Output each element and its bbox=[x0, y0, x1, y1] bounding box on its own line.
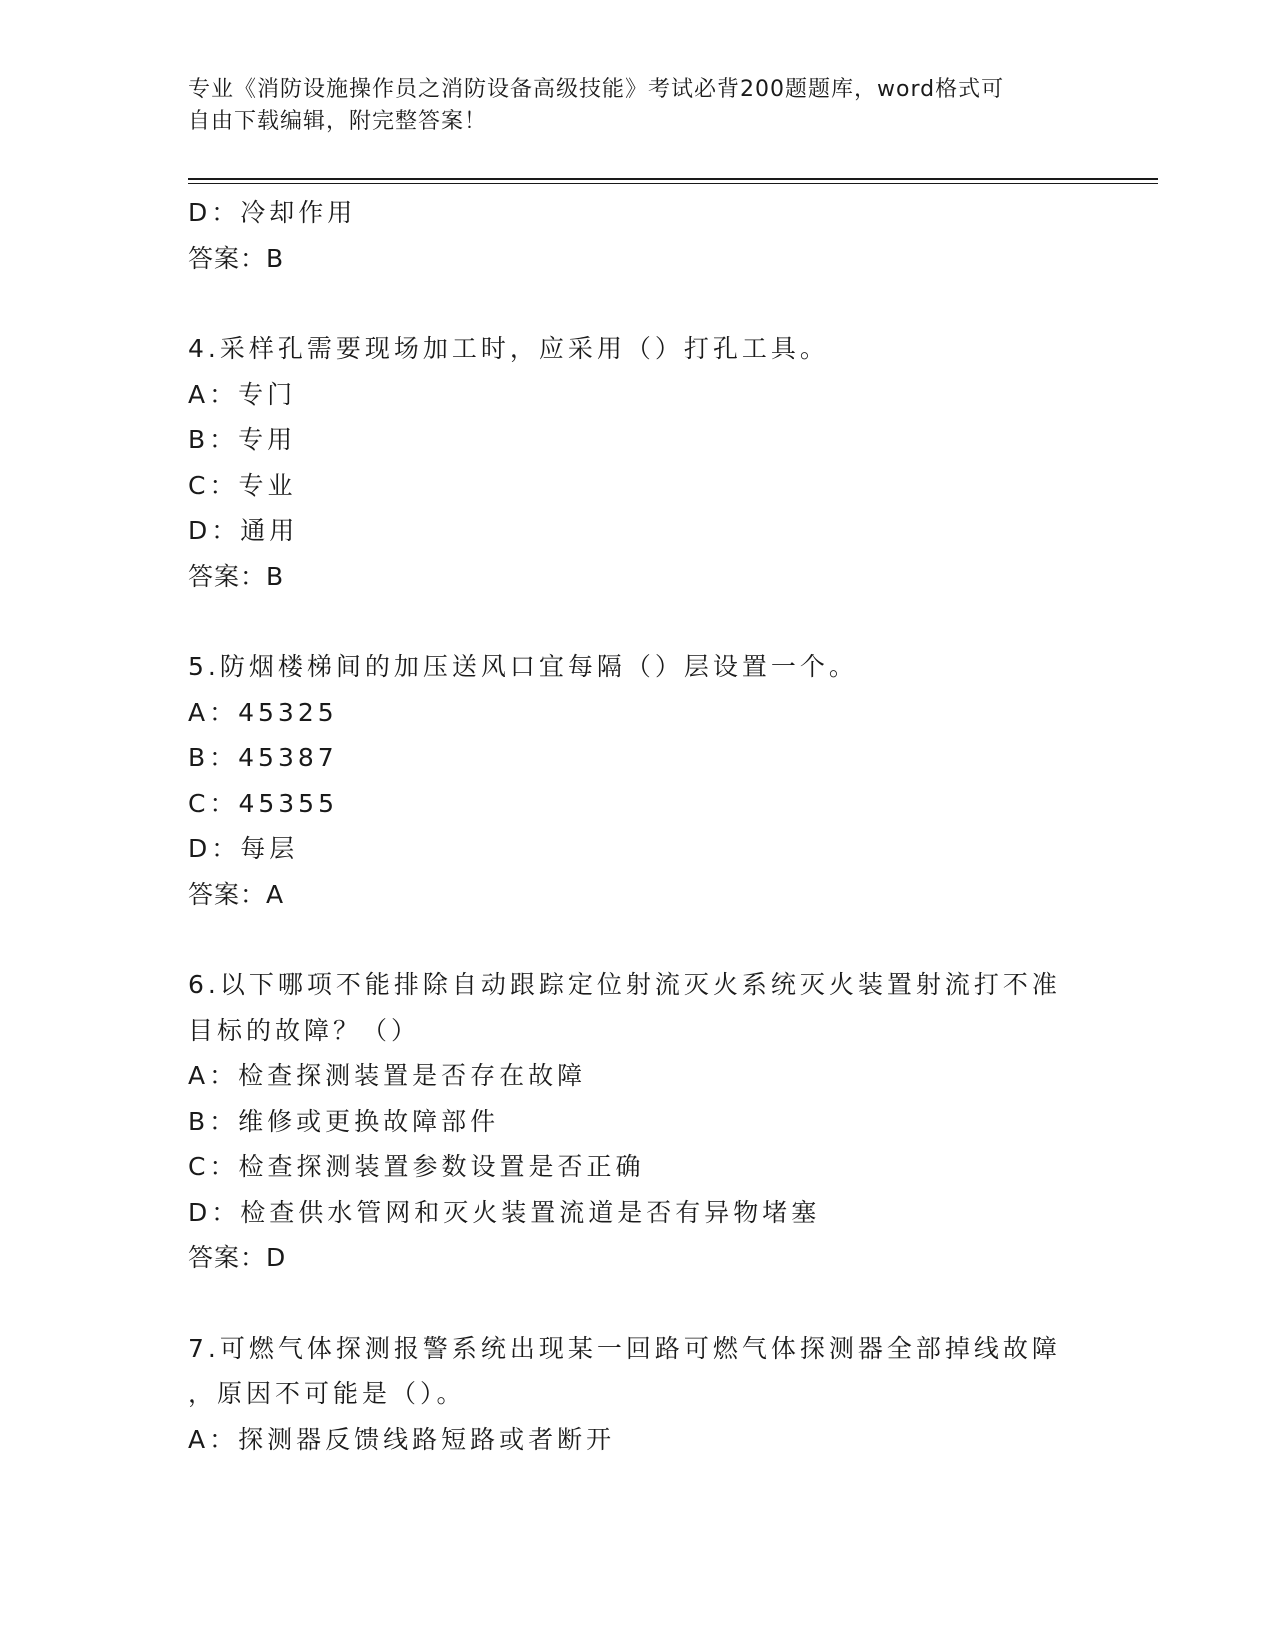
question-4 bbox=[188, 326, 1088, 599]
option-c: C：检查探测装置参数设置是否正确 bbox=[188, 1152, 645, 1181]
option-b: B：维修或更换故障部件 bbox=[188, 1106, 500, 1136]
document-header bbox=[188, 74, 1088, 138]
header-rule-thin bbox=[188, 183, 1158, 184]
question-3-tail bbox=[188, 190, 1088, 281]
header-line-1: 专业《消防设施操作员之消防设备高级技能》考试必背200题题库，word格式可 bbox=[188, 77, 1005, 102]
option-a: A：45325 bbox=[188, 697, 338, 727]
question-list bbox=[188, 190, 1088, 1462]
question-stem-line-1: 6.以下哪项不能排除自动跟踪定位射流灭火系统灭火装置射流打不准 bbox=[188, 970, 1061, 999]
option-a: A：专门 bbox=[188, 379, 297, 409]
option-d: D：检查供水管网和灭火装置流道是否有异物堵塞 bbox=[188, 1197, 821, 1227]
question-stem: 4.采样孔需要现场加工时，应采用（）打孔工具。 bbox=[188, 334, 829, 363]
question-stem-line-2: ，原因不可能是（）。 bbox=[188, 1379, 466, 1408]
answer: 答案：D bbox=[188, 1243, 287, 1272]
option-d: D：每层 bbox=[188, 834, 299, 863]
option-d: D：通用 bbox=[188, 516, 299, 545]
option-a: A：检查探测装置是否存在故障 bbox=[188, 1061, 587, 1090]
header-line-2: 自由下载编辑，附完整答案！ bbox=[188, 109, 488, 134]
question-6 bbox=[188, 962, 1088, 1281]
question-5 bbox=[188, 644, 1088, 917]
question-stem: 5.防烟楼梯间的加压送风口宜每隔（）层设置一个。 bbox=[188, 652, 858, 681]
option-c: C：专业 bbox=[188, 470, 297, 500]
answer: 答案：B bbox=[188, 561, 285, 591]
option-b: B：专用 bbox=[188, 425, 297, 454]
header-rule-thick bbox=[188, 178, 1158, 180]
option-c: C：45355 bbox=[188, 788, 338, 818]
question-stem-line-2: 目标的故障？（） bbox=[188, 1015, 421, 1045]
question-7 bbox=[188, 1326, 1088, 1463]
option-a: A：探测器反馈线路短路或者断开 bbox=[188, 1424, 616, 1454]
option-d: D：冷却作用 bbox=[188, 198, 357, 227]
option-b: B：45387 bbox=[188, 743, 338, 772]
question-stem-line-1: 7.可燃气体探测报警系统出现某一回路可燃气体探测器全部掉线故障 bbox=[188, 1333, 1061, 1363]
answer: 答案：B bbox=[188, 243, 285, 273]
answer: 答案：A bbox=[188, 879, 285, 909]
